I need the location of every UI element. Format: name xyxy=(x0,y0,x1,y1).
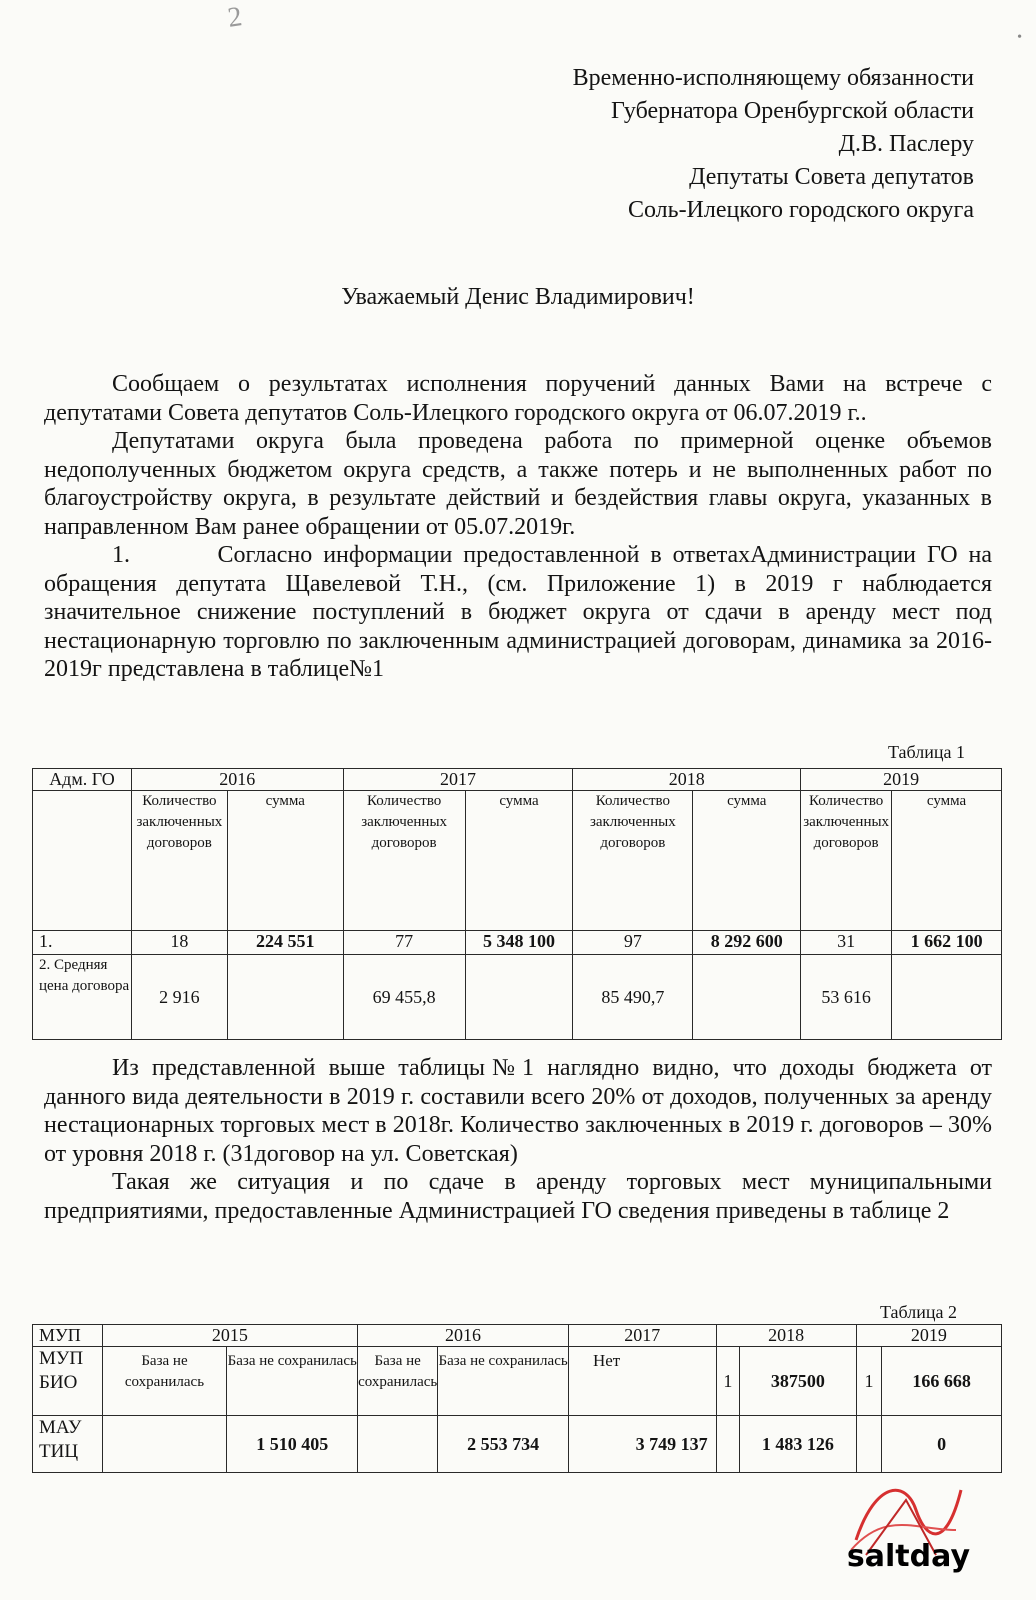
header-cell: Адм. ГО xyxy=(33,769,132,791)
table-cell: 0 xyxy=(882,1416,1002,1473)
empty-cell xyxy=(716,1416,740,1473)
table-header-row xyxy=(33,769,1002,791)
header-cell: МУП xyxy=(33,1325,103,1347)
body-section-1 xyxy=(44,370,992,684)
table-row xyxy=(33,1347,1002,1416)
table-cell: 97 xyxy=(573,931,693,955)
table-cell: 166 668 xyxy=(882,1347,1002,1416)
row-label-cell: 2. Средняя цена договора xyxy=(33,955,132,1040)
subheader-cell: Количество заключенных договоров xyxy=(131,791,227,931)
table-1 xyxy=(32,768,1002,1040)
empty-cell xyxy=(465,955,573,1040)
subheader-cell: Количество заключенных договоров xyxy=(573,791,693,931)
row-label-cell: МУП БИО xyxy=(33,1347,103,1416)
address-line: Губернатора Оренбургской области xyxy=(610,98,974,124)
table-cell: База не сохранилась xyxy=(358,1347,438,1416)
table2-caption: Таблица 2 xyxy=(880,1302,957,1322)
subheader-cell: сумма xyxy=(227,791,343,931)
table-cell: База не сохранилась xyxy=(102,1347,227,1416)
table-header-row xyxy=(33,1325,1002,1347)
table-subheader-row xyxy=(33,791,1002,931)
table-2 xyxy=(32,1324,1002,1473)
address-line: Соль-Илецкого городского округа xyxy=(627,197,974,223)
paragraph: Из представленной выше таблицы№1 наглядно видно, что доходы бюджета от данного вида деятельности в 2019 г. составили всего 20% от доходов, полученных за аренду нестационарных торговых мест в 2018г. Количество заключенных в 2019 г. договоров – 30% от уровня 2018 г. (31договор на ул. Советская) xyxy=(44,1055,992,1167)
table-cell: 1 xyxy=(716,1347,740,1416)
addressee-block xyxy=(573,62,974,227)
empty-cell xyxy=(892,955,1002,1040)
header-cell: 2019 xyxy=(856,1325,1001,1347)
table-cell: 8 292 600 xyxy=(693,931,801,955)
table-row xyxy=(33,931,1002,955)
watermark-logo: saltday xyxy=(846,1539,970,1574)
row-label-cell: МАУ ТИЦ xyxy=(33,1416,103,1473)
table-row xyxy=(33,1416,1002,1473)
table-cell: 224 551 xyxy=(227,931,343,955)
table1-caption: Таблица 1 xyxy=(888,742,965,762)
header-cell: 2017 xyxy=(568,1325,716,1347)
table-cell: 2 553 734 xyxy=(438,1416,569,1473)
table-cell: 1 662 100 xyxy=(892,931,1002,955)
row-number-cell: 1. xyxy=(33,931,132,955)
table-row xyxy=(33,955,1002,1040)
empty-cell xyxy=(856,1416,882,1473)
table-cell: 2 916 xyxy=(131,955,227,1040)
subheader-cell: сумма xyxy=(892,791,1002,931)
header-cell: 2016 xyxy=(131,769,343,791)
table-cell: 31 xyxy=(801,931,892,955)
empty-cell xyxy=(102,1416,227,1473)
paragraph: Сообщаем о результатах исполнения поручений данных Вами на встрече с депутатами Совета депутатов Соль-Илецкого городского округа от 06.07.2019 г.. xyxy=(44,371,992,426)
body-section-2 xyxy=(44,1054,992,1225)
header-cell: 2015 xyxy=(102,1325,358,1347)
address-line: Депутаты Совета депутатов xyxy=(689,164,974,190)
paragraph: Депутатами округа была проведена работа по примерной оценке объемов недополученных бюджетом округа средств, а также потерь и не выполненных работ по благоустройству округа, в результате действий и бездействия главы округа, указанных в направленном Вам ранее обращении от 05.07.2019г. xyxy=(44,428,992,540)
address-line: Д.В. Паслеру xyxy=(838,131,974,157)
table-cell: 69 455,8 xyxy=(343,955,465,1040)
subheader-cell: Количество заключенных договоров xyxy=(343,791,465,931)
table-cell: 77 xyxy=(343,931,465,955)
address-line: Временно-исполняющему обязанности xyxy=(572,65,974,91)
header-cell: 2017 xyxy=(343,769,573,791)
header-cell: 2019 xyxy=(801,769,1002,791)
table-cell: 5 348 100 xyxy=(465,931,573,955)
table-cell: 387500 xyxy=(740,1347,856,1416)
salutation: Уважаемый Денис Владимирович! xyxy=(341,284,695,310)
empty-cell xyxy=(693,955,801,1040)
paragraph: Такая же ситуация и по сдаче в аренду торговых мест муниципальными предприятиями, предоставленные Администрацией ГО сведения приведены в таблице 2 xyxy=(44,1169,992,1224)
table-cell: База не сохранилась xyxy=(438,1347,569,1416)
corner-mark: • xyxy=(1017,30,1022,45)
table-cell: 1 510 405 xyxy=(227,1416,358,1473)
table-cell: 85 490,7 xyxy=(573,955,693,1040)
header-cell: 2018 xyxy=(573,769,801,791)
page-number: 2 xyxy=(225,1,245,34)
empty-cell xyxy=(227,955,343,1040)
subheader-cell: сумма xyxy=(693,791,801,931)
table-cell: 3 749 137 xyxy=(568,1416,716,1473)
table-cell: 18 xyxy=(131,931,227,955)
subheader-cell: Количество заключенных договоров xyxy=(801,791,892,931)
table-cell: 53 616 xyxy=(801,955,892,1040)
paragraph: 1. Согласно информации предоставленной в ответахАдминистрации ГО на обращения депутата Щавелевой Т.Н., (см. Приложение 1) в 2019 г наблюдается значительное снижение поступлений в бюджет округа от сдачи в аренду мест под нестационарную торговлю по заключенным администрацией договорам, динамика за 2016-2019г представлена в таблице№1 xyxy=(44,542,992,682)
header-cell: 2016 xyxy=(358,1325,569,1347)
table-cell: 1 xyxy=(856,1347,882,1416)
table-cell: 1 483 126 xyxy=(740,1416,856,1473)
subheader-cell: сумма xyxy=(465,791,573,931)
table-cell: Нет xyxy=(568,1347,716,1416)
header-cell: 2018 xyxy=(716,1325,856,1347)
empty-cell xyxy=(358,1416,438,1473)
table-cell: База не сохранилась xyxy=(227,1347,358,1416)
empty-cell xyxy=(33,791,132,931)
